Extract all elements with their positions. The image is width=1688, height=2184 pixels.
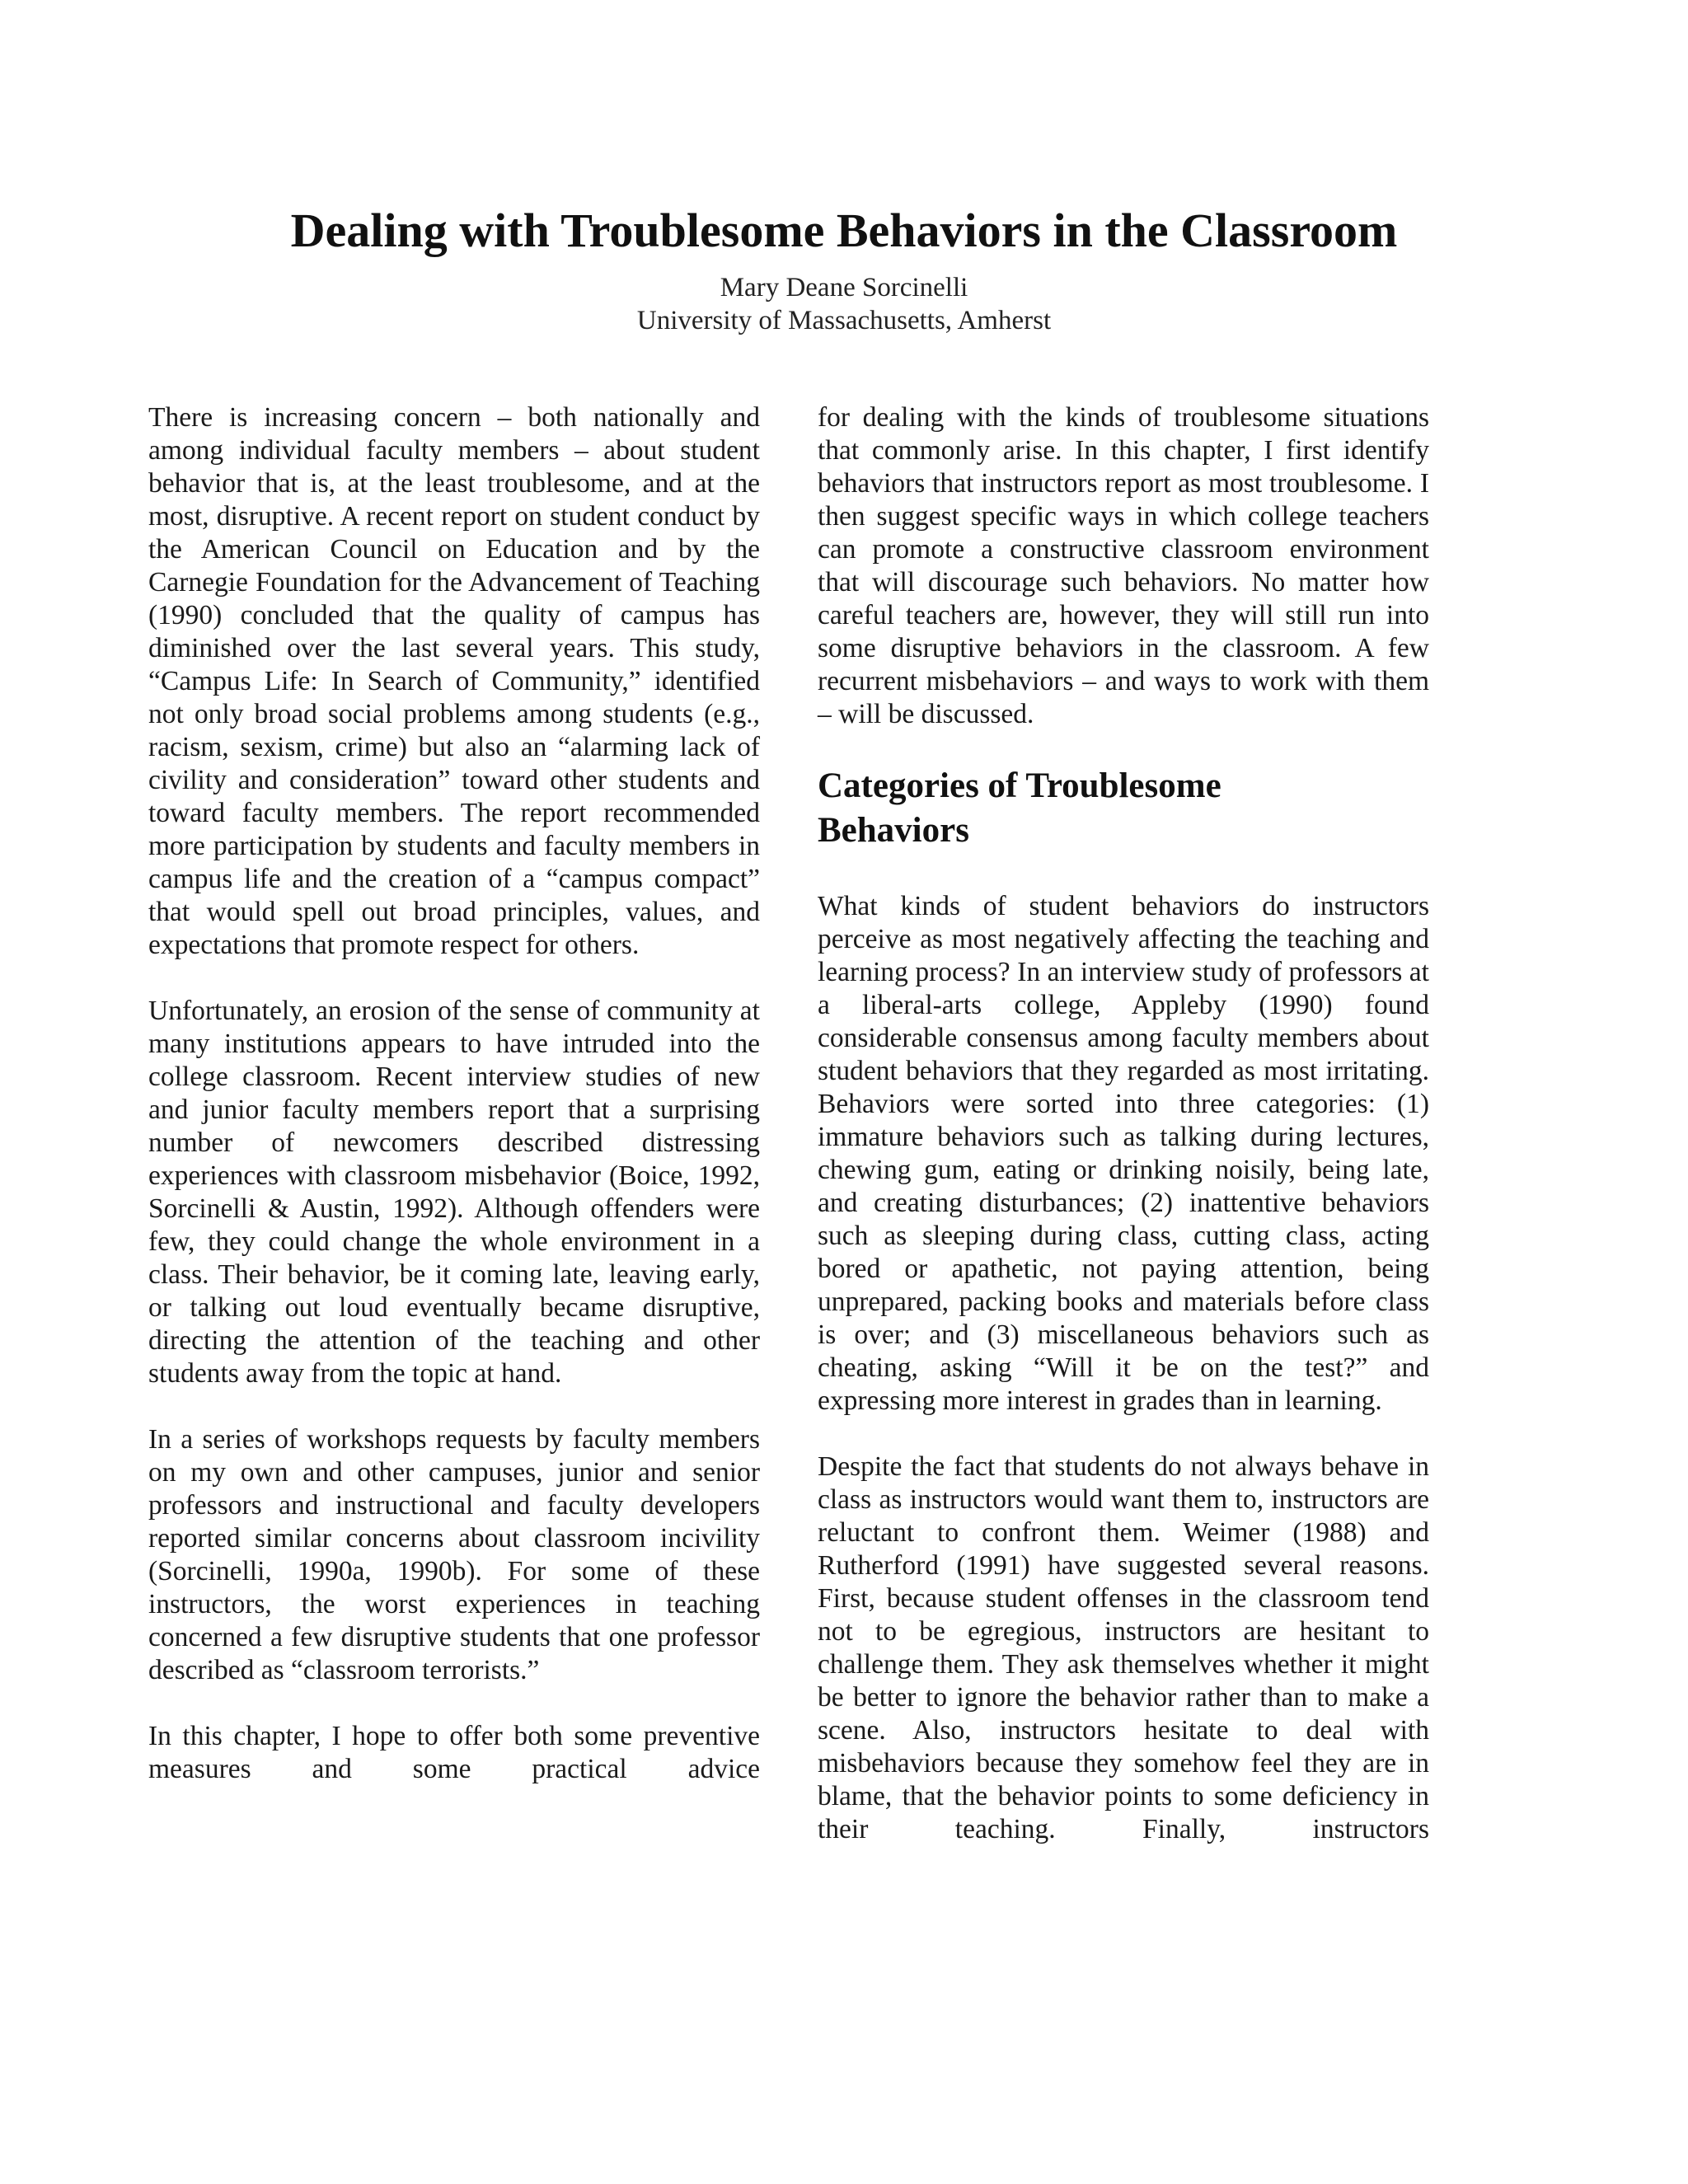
paragraph: for dealing with the kinds of troublesome situations that commonly arise. In this chapter, I first identify behaviors that instructors report as most troublesome. I then suggest specific ways in which college teachers can promote a constructive classroom environment that will discourage such behaviors. No matter how careful teachers are, however, they will still run into some disruptive behaviors in the classroom. A few recurrent misbehaviors – and ways to work with them – will be discussed. (818, 402, 1429, 729)
author-name: Mary Deane Sorcinelli (720, 273, 968, 302)
paragraph: In this chapter, I hope to offer both some preventive measures and some practical advice (148, 1721, 760, 1784)
paragraph: Despite the fact that students do not always behave in class as instructors would want them to, instructors are reluctant to confront them. Weimer (1988) and Rutherford (1991) have suggested several reasons. First, because student offenses in the classroom tend not to be egregious, instructors are hesitant to challenge them. They ask themselves whether it might be better to ignore the behavior rather than to make a scene. Also, instructors hesitate to deal with misbehaviors because they somehow feel they are in blame, that the behavior points to some deficiency in their teaching. Finally, instructors (818, 1451, 1429, 1844)
paragraph: What kinds of student behaviors do instructors perceive as most negatively affecting the teaching and learning process? In an interview study of professors at a liberal-arts college, Appleby (1990) found considerable consensus among faculty members about student behaviors that they regarded as most irritating. Behaviors were sorted into three categories: (1) immature behaviors such as talking during lectures, chewing gum, eating or drinking noisily, being late, and creating disturbances; (2) inattentive behaviors such as sleeping during class, cutting class, acting bored or apathetic, not paying attention, being unprepared, packing books and materials before class is over; and (3) miscellaneous behaviors such as cheating, asking “Will it be on the test?” and expressing more interest in grades than in learning. (818, 891, 1429, 1416)
paragraph: There is increasing concern – both nationally and among individual faculty members – about student behavior that is, at the least troublesome, and at the most, disruptive. A recent report on student conduct by the American Council on Education and by the Carnegie Foundation for the Advancement of Teaching (1990) concluded that the quality of campus has diminished over the last several years. This study, “Campus Life: In Search of Community,” identified not only broad social problems among students (e.g., racism, sexism, crime) but also an “alarming lack of civility and consideration” toward other students and toward faculty members. The report recommended more participation by students and faculty members in campus life and the creation of a “campus compact” that would spell out broad principles, values, and expectations that promote respect for others. (148, 402, 760, 960)
document-header (0, 202, 1688, 337)
right-column (818, 401, 1429, 1879)
paragraph: Unfortunately, an erosion of the sense of community at many institutions appears to have intruded into the college classroom. Recent interview studies of new and junior faculty members report that a surprising number of newcomers described distressing experiences with classroom misbehavior (Boice, 1992, Sorcinelli & Austin, 1992). Although offenders were few, they could change the whole environment in a class. Their behavior, be it coming late, leaving early, or talking out loud eventually became disruptive, directing the attention of the teaching and other students away from the topic at hand. (148, 996, 760, 1389)
paragraph: In a series of workshops requests by faculty members on my own and other campuses, junior and senior professors and instructional and faculty developers reported similar concerns about classroom incivility (Sorcinelli, 1990a, 1990b). For some of these instructors, the worst experiences in teaching concerned a few disruptive students that one professor described as “classroom terrorists.” (148, 1424, 760, 1685)
left-column (148, 401, 760, 1819)
author-affiliation: University of Massachusetts, Amherst (636, 306, 1052, 335)
section-heading: Categories of Troublesome Behaviors (818, 766, 1221, 850)
document-title: Dealing with Troublesome Behaviors in the Classroom (290, 204, 1398, 257)
